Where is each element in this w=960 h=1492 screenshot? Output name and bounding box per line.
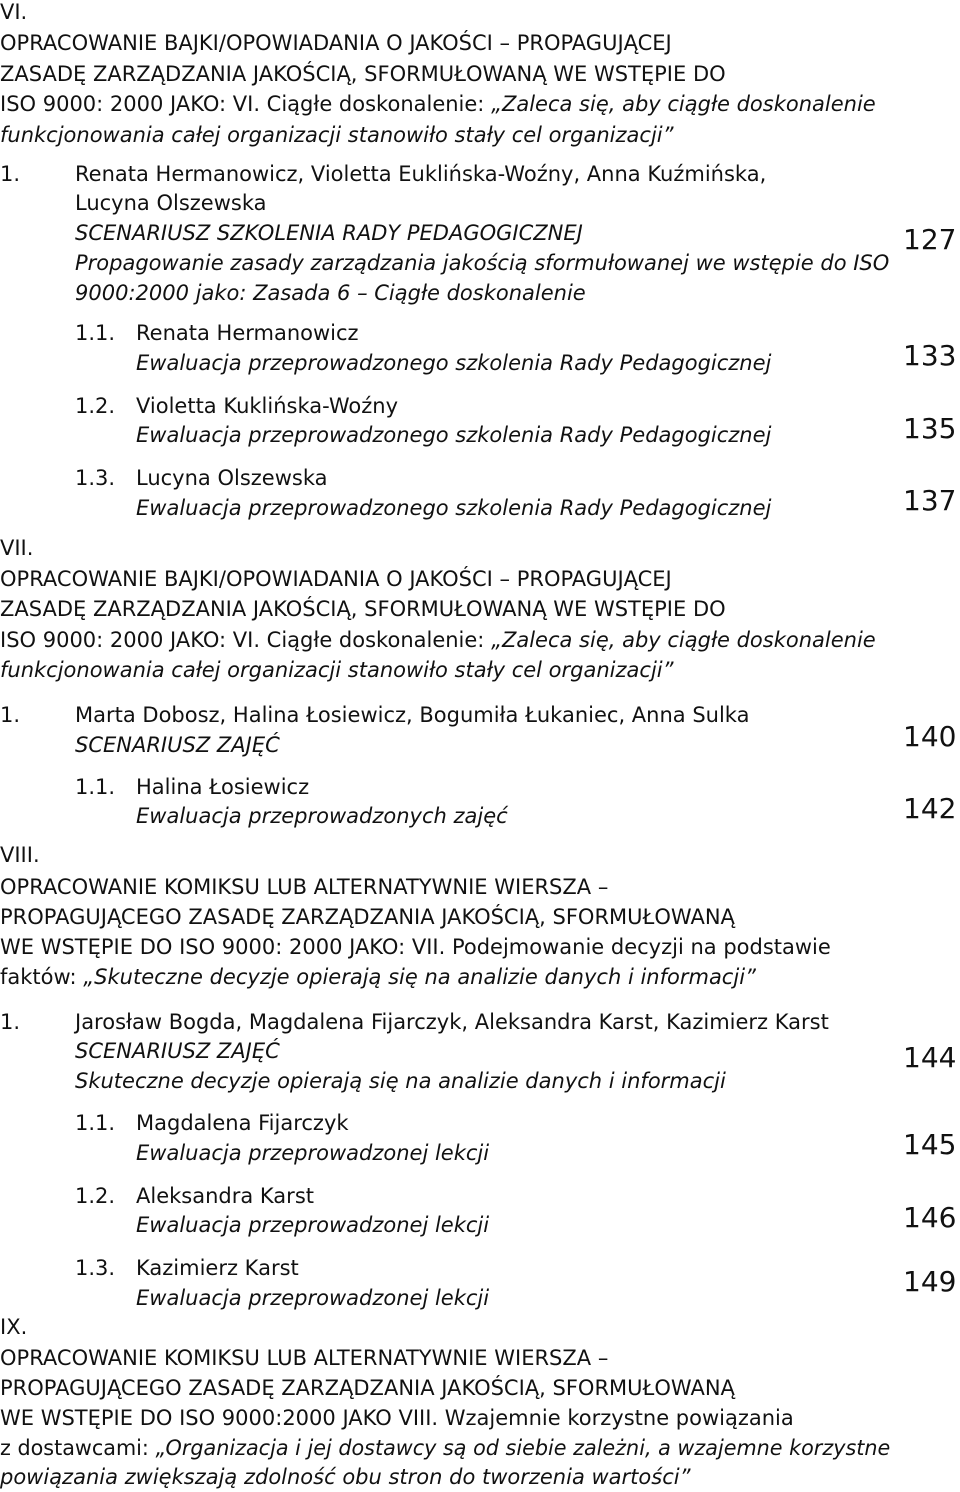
section-heading-line: faktów: „Skuteczne decyzje opierają się na analizie danych i informacji” (0, 965, 756, 989)
sub-entry-title: Ewaluacja przeprowadzonej lekcji (136, 1141, 490, 1165)
sub-entry-author: Lucyna Olszewska (136, 466, 328, 490)
section-heading-line: funkcjonowania całej organizacji stanowiło stały cel organizacji” (0, 658, 674, 682)
entry-subtitle: Propagowanie zasady zarządzania jakością sformułowanej we wstępie do ISO (75, 251, 890, 275)
page-number: 127 (903, 223, 957, 256)
sub-entry-title: Ewaluacja przeprowadzonego szkolenia Rady Pedagogicznej (136, 351, 772, 375)
sub-entry-number: 1.2. (75, 394, 116, 418)
page-number: 142 (903, 792, 957, 825)
sub-entry-author: Magdalena Fijarczyk (136, 1111, 349, 1135)
section-heading-line: OPRACOWANIE BAJKI/OPOWIADANIA O JAKOŚCI – PROPAGUJĄCEJ (0, 567, 672, 591)
section-heading-line: powiązania zwiększają zdolność obu stron do tworzenia wartości” (0, 1465, 691, 1489)
page-number: 140 (903, 720, 957, 753)
entry-authors: Lucyna Olszewska (75, 191, 267, 215)
page-number: 137 (903, 484, 957, 517)
sub-entry-title: Ewaluacja przeprowadzonego szkolenia Rady Pedagogicznej (136, 496, 772, 520)
entry-subtitle: Skuteczne decyzje opierają się na analizie danych i informacji (75, 1069, 726, 1093)
section-heading-line: ZASADĘ ZARZĄDZANIA JAKOŚCIĄ, SFORMUŁOWANĄ WE WSTĘPIE DO (0, 62, 726, 86)
sub-entry-number: 1.3. (75, 1256, 116, 1280)
entry-title: SCENARIUSZ ZAJĘĆ (75, 1039, 280, 1063)
section-heading-line: PROPAGUJĄCEGO ZASADĘ ZARZĄDZANIA JAKOŚCIĄ, SFORMUŁOWANĄ (0, 1376, 735, 1400)
section-heading-line: z dostawcami: „Organizacja i jej dostawcy są od siebie zależni, a wzajemne korzystne (0, 1436, 891, 1460)
section-heading-line: ZASADĘ ZARZĄDZANIA JAKOŚCIĄ, SFORMUŁOWANĄ WE WSTĘPIE DO (0, 597, 726, 621)
section-heading-line: OPRACOWANIE BAJKI/OPOWIADANIA O JAKOŚCI – PROPAGUJĄCEJ (0, 31, 672, 55)
sub-entry-author: Aleksandra Karst (136, 1184, 314, 1208)
section-heading-line: WE WSTĘPIE DO ISO 9000: 2000 JAKO: VII. Podejmowanie decyzji na podstawie (0, 935, 831, 959)
page-number: 144 (903, 1041, 957, 1074)
sub-entry-number: 1.3. (75, 466, 116, 490)
section-roman: VII. (0, 536, 34, 560)
entry-authors: Renata Hermanowicz, Violetta Euklińska-Woźny, Anna Kuźmińska, (75, 162, 767, 186)
section-heading-line: OPRACOWANIE KOMIKSU LUB ALTERNATYWNIE WIERSZA – (0, 875, 609, 899)
section-heading-line: PROPAGUJĄCEGO ZASADĘ ZARZĄDZANIA JAKOŚCIĄ, SFORMUŁOWANĄ (0, 905, 735, 929)
entry-number: 1. (0, 162, 21, 186)
sub-entry-number: 1.1. (75, 775, 116, 799)
sub-entry-title: Ewaluacja przeprowadzonej lekcji (136, 1286, 490, 1310)
page-number: 145 (903, 1128, 957, 1161)
section-heading-line: funkcjonowania całej organizacji stanowiło stały cel organizacji” (0, 123, 674, 147)
entry-subtitle: 9000:2000 jako: Zasada 6 – Ciągłe doskonalenie (75, 281, 586, 305)
sub-entry-number: 1.1. (75, 1111, 116, 1135)
entry-number: 1. (0, 703, 21, 727)
page-number: 149 (903, 1265, 957, 1298)
sub-entry-number: 1.2. (75, 1184, 116, 1208)
sub-entry-number: 1.1. (75, 321, 116, 345)
page-number: 146 (903, 1201, 957, 1234)
section-heading-line: ISO 9000: 2000 JAKO: VI. Ciągłe doskonalenie: „Zaleca się, aby ciągłe doskonalenie (0, 628, 876, 652)
entry-title: SCENARIUSZ ZAJĘĆ (75, 733, 280, 757)
sub-entry-author: Kazimierz Karst (136, 1256, 299, 1280)
sub-entry-author: Renata Hermanowicz (136, 321, 359, 345)
sub-entry-title: Ewaluacja przeprowadzonych zajęć (136, 804, 508, 828)
page-number: 135 (903, 412, 957, 445)
section-heading-line: WE WSTĘPIE DO ISO 9000:2000 JAKO VIII. Wzajemnie korzystne powiązania (0, 1406, 794, 1430)
entry-authors: Jarosław Bogda, Magdalena Fijarczyk, Aleksandra Karst, Kazimierz Karst (75, 1010, 829, 1034)
entry-number: 1. (0, 1010, 21, 1034)
section-roman: IX. (0, 1315, 28, 1339)
sub-entry-author: Halina Łosiewicz (136, 775, 310, 799)
page-number: 133 (903, 339, 957, 372)
sub-entry-title: Ewaluacja przeprowadzonej lekcji (136, 1213, 490, 1237)
entry-title: SCENARIUSZ SZKOLENIA RADY PEDAGOGICZNEJ (75, 221, 583, 245)
entry-authors: Marta Dobosz, Halina Łosiewicz, Bogumiła Łukaniec, Anna Sulka (75, 703, 750, 727)
section-heading-line: OPRACOWANIE KOMIKSU LUB ALTERNATYWNIE WIERSZA – (0, 1346, 609, 1370)
sub-entry-title: Ewaluacja przeprowadzonego szkolenia Rady Pedagogicznej (136, 423, 772, 447)
section-roman: VIII. (0, 843, 40, 867)
sub-entry-author: Violetta Kuklińska-Woźny (136, 394, 398, 418)
section-roman: VI. (0, 0, 28, 24)
section-heading-line: ISO 9000: 2000 JAKO: VI. Ciągłe doskonalenie: „Zaleca się, aby ciągłe doskonalenie (0, 92, 876, 116)
